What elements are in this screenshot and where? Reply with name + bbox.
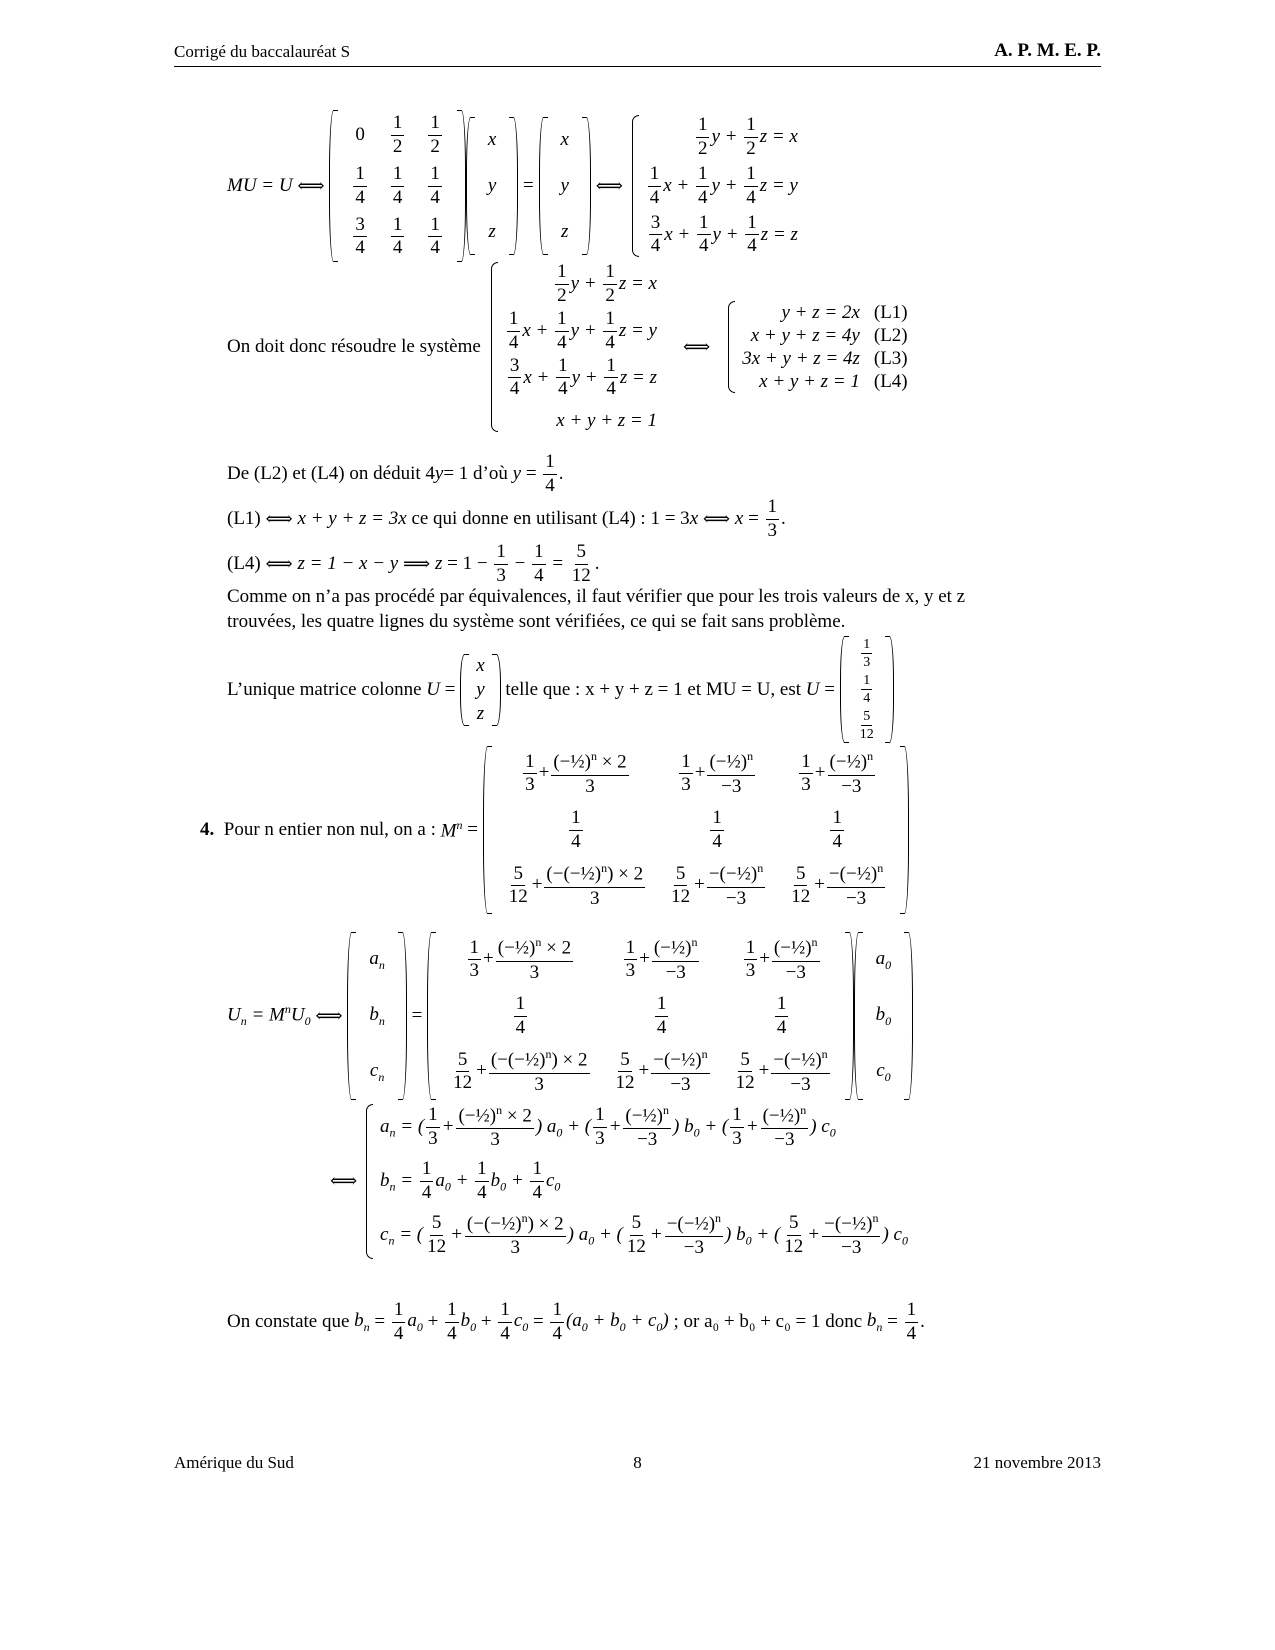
equation-un: $U_n = M^nU_0$ ⟺ $a_n$ $b_n$ $c_n$ = $\frac{1}{3}$ + $\frac{(-\frac{1}{2})^n \times 2}{3}$ $\frac{1}{3}$ + $\frac{(-\frac{1}{2})^n}{-3}$ $\frac{1}{3}$ + $\frac{(-\frac{1}{2})^n}{-3}$ $\frac{1}{4}$ $\frac{1}{4}$ $\frac{1}{4}$ $\frac{5}{12}$ + $\frac{(-(-\frac{1}{2})^n) \times 2}{3}$ $\frac{5}{12}$ + $\frac{-(-\frac{1}{2})^n}{-3}$ $\frac{5}{12}$ + $\frac{-(-\frac{1}{2})^n}{-3}$ $a_0$ $b_0$ $c_0$ [227,932,913,1100]
sys-eq: 3x + y + z = 4z [742,348,860,370]
sys-tag: (L1) [873,302,908,324]
system-to-solve: On doit donc résoudre le système $\frac{1}{2}$ y + $\frac{1}{2}$ z = x $\frac{1}{4}$ x + $\frac{1}{4}$ y + $\frac{1}{4}$ z = y $\frac{3}{4}$ x + $\frac{1}{4}$ y + $\frac{1}{4}$ z = z x + y + z = 1 ⟺ y + z = 2x (L1) x + y + z = 4y (L2) 3x + y + z = 4z (L3) x + y + z = 1 (L4) [227,261,908,432]
sys-tag: (L4) [873,371,908,393]
trouvees-line: trouvées, les quatre lignes du système sont vérifiées, ce qui se fait sans problème. [227,611,846,632]
l4-label: (L4) [227,553,261,575]
item-4: 4. Pour n entier non nul, on a : $M^n$ = $\frac{1}{3}$ + $\frac{(-\frac{1}{2})^n \times 2}{3}$ $\frac{1}{3}$ + $\frac{(-\frac{1}{2})^n}{-3}$ $\frac{1}{3}$ + $\frac{(-\frac{1}{2})^n}{-3}$ $\frac{1}{4}$ $\frac{1}{4}$ $\frac{1}{4}$ $\frac{5}{12}$ + $\frac{(-(-\frac{1}{2})^n) \times 2}{3}$ $\frac{5}{12}$ + $\frac{-(-\frac{1}{2})^n}{-3}$ $\frac{5}{12}$ + $\frac{-(-\frac{1}{2})^n}{-3}$ [200,746,909,914]
l1-label: (L1) [227,508,261,530]
unique-text: L’unique matrice colonne [227,678,422,700]
header-title: Corrigé du baccalauréat S [174,42,351,61]
sys-tag: (L2) [873,325,908,347]
deduit-text: De (L2) et (L4) on déduit 4 [227,463,435,485]
sys-eq: x + y + z = 4y [750,325,860,347]
unique-mid: telle que : x + y + z = 1 et MU = U, est [505,678,802,700]
line-l1: (L1) ⟺ x + y + z = 3x ce qui donne en utilisant (L4) : 1 = 3 x ⟺ x = 1 3 . [227,496,786,541]
deduit-mid: = 1 d’où [443,463,508,485]
page-footer [174,1453,1101,1473]
line-deduit: De (L2) et (L4) on déduit 4 y = 1 d’où y = 1 4 . [227,451,564,496]
eq-lhs: MU = U [227,175,293,197]
page-header [174,40,1101,67]
constate-or: ; or a₀ + b₀ + c₀ = 1 donc [673,1311,863,1333]
footer-date: 21 novembre 2013 [973,1453,1101,1472]
resoudre-text: On doit donc résoudre le système [227,336,481,358]
line-constate: On constate que $b_n$ = 1 4 $a_0$ + 1 4 $b_0$ + 1 4 $c_0$ = 1 4 $(a_0 + b_0 + c_0)$ ; or a₀ + b₀ + c₀ = 1 donc $b_n$ = 1 4 . [227,1299,925,1344]
line-l4: (L4) ⟺ z = 1 − x − y ⟹ z = 1 − 1 3 − 1 4 = 5 12 . [227,541,600,586]
system-1: $\frac{1}{2}$ y + $\frac{1}{2}$ z = x $\frac{1}{4}$ x + $\frac{1}{4}$ y + $\frac{1}{4}$ z = y $\frac{3}{4}$ x + $\frac{1}{4}$ y + $\frac{1}{4}$ z = z [628,115,798,257]
header-apmep: A. P. M. E. P. [994,40,1101,61]
extra-eq: x + y + z = 1 [556,410,657,432]
sys-eq: y + z = 2x [781,302,860,324]
comme-line: Comme on n’a pas procédé par équivalences, il faut vérifier que pour les trois valeurs de x, y et z [227,586,966,607]
footer-left: Amérique du Sud [174,1453,294,1472]
item-text: Pour n entier non nul, on a : [223,819,436,840]
vector-u-rhs: x y z [539,117,591,255]
page-number: 8 [633,1453,642,1472]
line-unique: L’unique matrice colonne U = x y z telle que : x + y + z = 1 et MU = U, est U = $\frac{1}{3}$ $\frac{1}{4}$ $\frac{5}{12}$ [227,636,894,743]
item-number: 4. [200,819,215,840]
system-3 [724,301,907,393]
vector-u: x y z [466,117,518,255]
matrix-m: 0 $\frac{1}{2}$ $\frac{1}{2}$ $\frac{1}{4}$ $\frac{1}{4}$ $\frac{1}{4}$ $\frac{3}{4}$ $\frac{1}{4}$ $\frac{1}{4}$ [329,110,466,262]
constate-text: On constate que [227,1311,350,1333]
paragraph-comme [227,584,1047,634]
equation-mu-u: MU = U ⟺ 0 $\frac{1}{2}$ $\frac{1}{2}$ $\frac{1}{4}$ $\frac{1}{4}$ $\frac{1}{4}$ $\frac{3}{4}$ $\frac{1}{4}$ $\frac{1}{4}$ x y z = x y z ⟺ $\frac{1}{2}$ y + $\frac{1}{2}$ z = x $\frac{1}{4}$ x + $\frac{1}{4}$ y + $\frac{1}{4}$ z = y $\frac{3}{4}$ x + $\frac{1}{4}$ y + $\frac{1}{4}$ z = z [227,110,798,262]
system-components: ⟺ $a_n$ = ( $\frac{1}{3}$ + $\frac{(-\frac{1}{2})^n \times 2}{3}$ ) $a_0$ + ( $\frac{1}{3}$ + $\frac{(-\frac{1}{2})^n}{-3}$ ) $b_0$ + ( $\frac{1}{3}$ + $\frac{(-\frac{1}{2})^n}{-3}$ ) $c_0$ $b_n$ = $\frac{1}{4}$ $a_0$ + $\frac{1}{4}$ $b_0$ + $\frac{1}{4}$ $c_0$ $c_n$ = ( $\frac{5}{12}$ + $\frac{(-(-\frac{1}{2})^n) \times 2}{3}$ ) $a_0$ + ( $\frac{5}{12}$ + $\frac{-(-\frac{1}{2})^n}{-3}$ ) $b_0$ + ( $\frac{5}{12}$ + $\frac{-(-\frac{1}{2})^n}{-3}$ ) $c_0$ [330,1103,908,1259]
system-2: $\frac{1}{2}$ y + $\frac{1}{2}$ z = x $\frac{1}{4}$ x + $\frac{1}{4}$ y + $\frac{1}{4}$ z = y $\frac{3}{4}$ x + $\frac{1}{4}$ y + $\frac{1}{4}$ z = z x + y + z = 1 [487,262,657,432]
iff-symbol: ⟺ [297,175,325,197]
matrix-mn: $\frac{1}{3}$ + $\frac{(-\frac{1}{2})^n \times 2}{3}$ $\frac{1}{3}$ + $\frac{(-\frac{1}{2})^n}{-3}$ $\frac{1}{3}$ + $\frac{(-\frac{1}{2})^n}{-3}$ $\frac{1}{4}$ $\frac{1}{4}$ $\frac{1}{4}$ $\frac{5}{12}$ + $\frac{(-(-\frac{1}{2})^n) \times 2}{3}$ $\frac{5}{12}$ + $\frac{-(-\frac{1}{2})^n}{-3}$ $\frac{5}{12}$ + $\frac{-(-\frac{1}{2})^n}{-3}$ [483,746,910,914]
l1-text: ce qui donne en utilisant (L4) : 1 = 3 [411,508,690,530]
sys-eq: x + y + z = 1 [759,371,860,393]
sys-tag: (L3) [873,348,908,370]
